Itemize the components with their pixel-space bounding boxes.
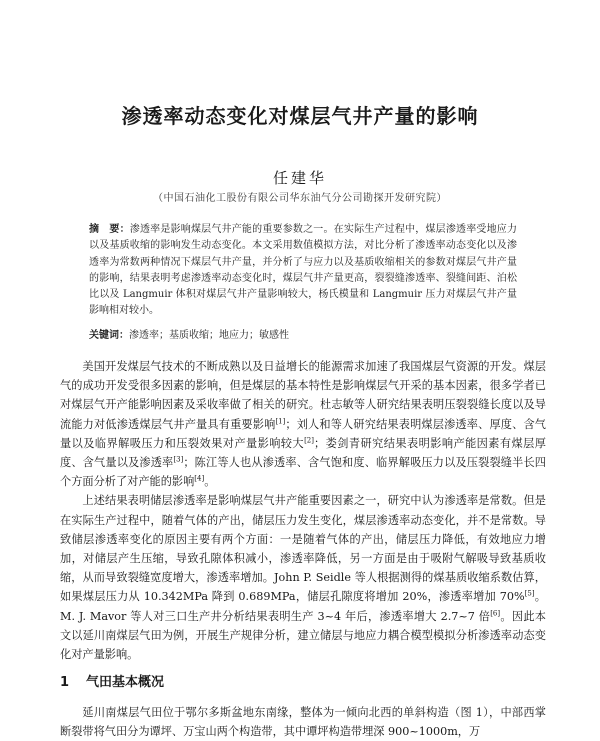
intro-paragraph-1 xyxy=(60,357,546,491)
citation-6: [6] xyxy=(490,608,501,617)
citation-2: [2] xyxy=(304,436,314,445)
keywords-label: 关键词： xyxy=(89,330,129,341)
section-heading xyxy=(60,671,164,690)
section-paragraph-1: 延川南煤层气田位于鄂尔多斯盆地东南缘，整体为一倾向北西的单斜构造（图 1），中部西掌断裂带将气田分为谭坪、万宝山两个构造带，其中谭坪构造带埋深 900~1000m，万 xyxy=(60,706,546,738)
text-run: ；陈江等人也从渗透率、含气饱和度、临界解吸压力以及压裂裂缝半长四个方面分析了对产能的影响 xyxy=(60,456,546,489)
author-name: 任建华 xyxy=(272,169,327,187)
keywords xyxy=(89,326,517,341)
author-affiliation: （中国石油化工股份有限公司华东油气分公司勘探开发研究院） xyxy=(153,193,447,204)
citation-3: [3] xyxy=(173,455,184,464)
section-title: 气田基本概况 xyxy=(86,675,165,690)
text-run: 。因此本文以延川南煤层气田为例，开展生产规律分析，建立储层与地应力耦合模型模拟分析渗透率动态变化对产量影响。 xyxy=(60,609,546,662)
citation-1: [1] xyxy=(275,416,286,425)
text-run: ；娄剑青研究结果表明影响产能因素有煤层厚度、含气量以及渗透率 xyxy=(60,436,546,470)
paper-title: 渗透率动态变化对煤层气井产量的影响 xyxy=(121,104,479,128)
abstract xyxy=(89,222,517,320)
intro-body xyxy=(60,357,546,664)
text-run: 美国开发煤层气技术的不断成熟以及日益增长的能源需求加速了我国煤层气资源的开发。煤层气的成功开发受很多因素的影响，但是煤层的基本特性是影响煤层气开采的基本因素，很多学者已对煤层气开产能影响因素及采收率做了相关的研究。杜志敏等人研究结果表明压裂裂缝长度以及导流能力对低渗透煤层气井产量具有重要影响 xyxy=(60,360,546,431)
citation-5: [5] xyxy=(524,589,535,598)
section-body xyxy=(60,703,546,741)
abstract-text: 渗透率是影响煤层气井产能的重要参数之一。在实际生产过程中，煤层渗透率受地应力以及基质收缩的影响发生动态变化。本文采用数值模拟方法，对比分析了渗透率动态变化以及渗透率为常数两种情况下煤层气井产量，并分析了与应力以及基质收缩相关的参数对煤层气井产量的影响，结果表明考虑渗透率动态变化时，煤层气井产量更高，裂裂缝渗透率、裂缝间距、泊松比以及 Langmuir 体积对煤层气井产量影响较大，杨氏模量和 Langmuir 压力对煤层气井产量影响相对较小。 xyxy=(89,224,518,317)
abstract-label: 摘 要： xyxy=(89,224,130,235)
text-run: ；刘人和等人研究结果表明煤层渗透率、厚度、含气量以及临界解吸压力和压裂效果对产量影响较大 xyxy=(60,417,546,450)
text-run: 。M. J. Mavor 等人对三口生产井分析结果表明生产 3~4 年后，渗透率增大 2.7~7 倍 xyxy=(60,590,546,623)
text-run: 上述结果表明储层渗透率是影响煤层气井产能重要因素之一，研究中认为渗透率是常数。但是在实际生产过程中，随着气体的产出，储层压力发生变化，煤层渗透率动态变化，并不是常数。导致储层渗透率变化的原因主要有两个方面：一是随着气体的产出，储层压力降低，有效地应力增加，对储层产生压缩，导致孔隙体积减小，渗透率降低，另一方面是由于吸附气解吸导致基质收缩，从而导致裂缝宽度增大，渗透率增加。John P. Seidle 等人根据测得的煤基质收缩系数估算，如果煤层压力从 10.342MPa 降到 0.689MPa，储层孔隙度将增加 20%，渗透率增加 70% xyxy=(60,494,546,604)
citation-4: [4] xyxy=(194,474,205,483)
intro-paragraph-2 xyxy=(60,491,546,664)
section-number: 1 xyxy=(60,675,70,690)
text-run: 。 xyxy=(204,475,216,489)
keywords-text: 渗透率；基质收缩；地应力；敏感性 xyxy=(129,330,289,341)
